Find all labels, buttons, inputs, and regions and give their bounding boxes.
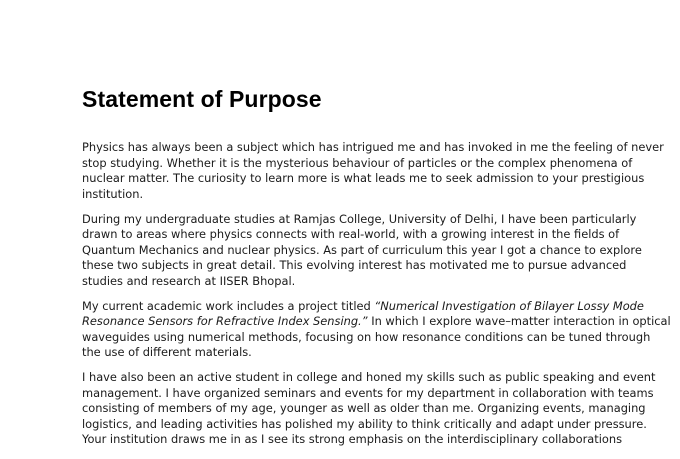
paragraph-line: Physics has always been a subject which has intrigued me and has invoked in me the feeling of never [82, 140, 664, 154]
paragraph-line: these two subjects in great detail. This evolving interest has motivated me to pursue advanced [82, 258, 627, 272]
paragraph-3 [82, 298, 671, 361]
paragraph-line: I have also been an active student in college and honed my skills such as public speaking and event [82, 370, 656, 384]
paragraph-line: stop studying. Whether it is the mysterious behaviour of particles or the complex phenomena of [82, 155, 633, 170]
paragraph-line: institution. [82, 186, 144, 201]
paragraph-line: studies and research at IISER Bhopal. [82, 273, 296, 288]
paragraph-line [82, 299, 642, 315]
paragraph-line: management. I have organized seminars and events for my department in collaboration with teams [82, 385, 654, 400]
paragraph-line: consisting of members of my age, younger as well as older than me. Organizing events, managing [82, 401, 646, 415]
page-title: Statement of Purpose [82, 86, 322, 112]
paragraph-line: waveguides using numerical methods, focusing on how resonance conditions can be tuned through [82, 329, 651, 344]
paragraph-line [82, 314, 671, 330]
project-title-text: Resonance Sensors for Refractive Index Sensing.” [82, 314, 368, 328]
paragraph-1 [82, 140, 664, 202]
paragraph-line: During my undergraduate studies at Ramjas College, University of Delhi, I have been particularly [82, 211, 637, 226]
paragraph-line: the use of different materials. [82, 345, 252, 359]
project-title-text: “Numerical Investigation of Bilayer Lossy Mode [374, 298, 644, 313]
paragraph-line: logistics, and leading activities has polished my ability to think critically and adapt under pressure. [82, 416, 647, 431]
paragraph-line: Quantum Mechanics and nuclear physics. As part of curriculum this year I got a chance to explore [82, 242, 642, 257]
paragraph-line: nuclear matter. The curiosity to learn more is what leads me to seek admission to your prestigious [82, 171, 645, 185]
paragraph-text: In which I explore wave–matter interaction in optical [367, 314, 671, 328]
document-body [82, 140, 671, 448]
paragraph-2 [82, 212, 642, 290]
paragraph-line: drawn to areas where physics connects with real-world, with a growing interest in the fields of [82, 227, 620, 241]
paragraph-text: My current academic work includes a project titled [82, 298, 375, 313]
paragraph-4 [82, 370, 656, 448]
paragraph-line: Your institution draws me in as I see its strong emphasis on the interdisciplinary collaborations [82, 432, 623, 446]
